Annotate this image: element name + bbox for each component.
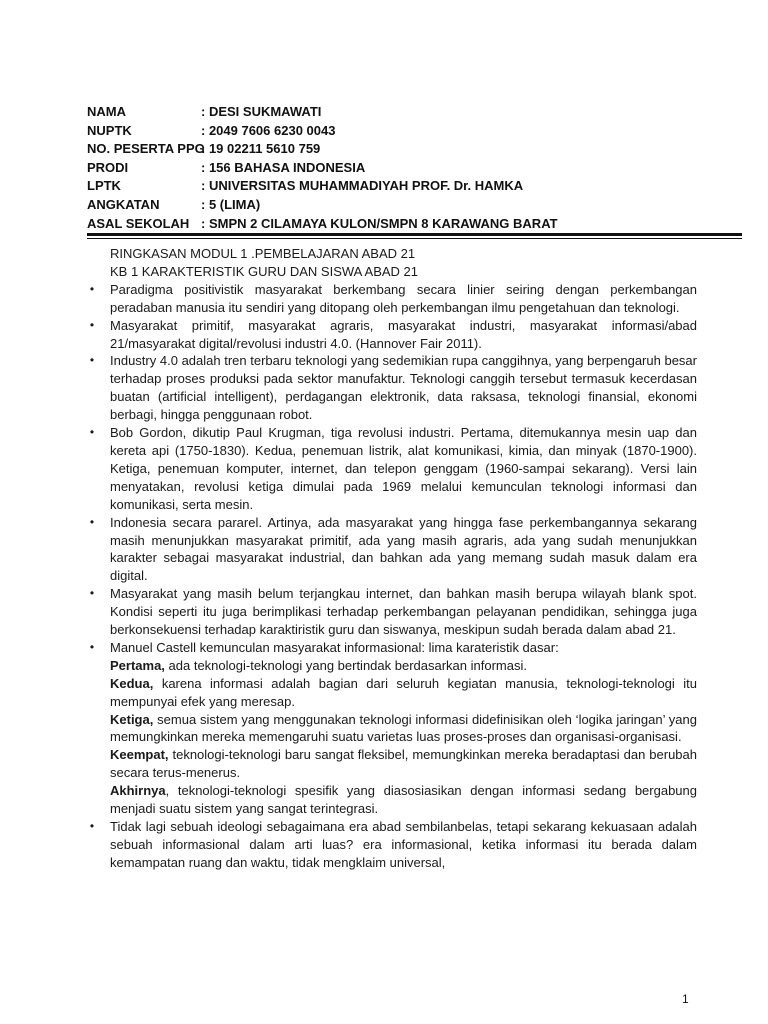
castell-item-lead: Kedua, <box>110 675 154 691</box>
summary-body <box>89 245 697 872</box>
castell-item-text: teknologi-teknologi baru sangat fleksibel, memungkinkan mereka beradaptasi dan berubah secara terus-menerus. <box>110 747 697 781</box>
castell-item-text: ada teknologi-teknologi yang bertindak berdasarkan informasi. <box>164 657 527 673</box>
castell-item-akhirnya <box>110 782 697 818</box>
header-label: ASAL SEKOLAH <box>87 215 190 231</box>
header-label: PRODI <box>87 159 129 175</box>
header-divider-thick <box>87 233 742 236</box>
header-value: : 19 02211 5610 759 <box>201 141 321 157</box>
bullet-icon: • <box>89 819 95 833</box>
header-value: : UNIVERSITAS MUHAMMADIYAH PROF. Dr. HAMKA <box>201 178 524 194</box>
castell-item-lead: Ketiga, <box>110 711 154 727</box>
page-number: 1 <box>682 992 689 1006</box>
castell-heading: Manuel Castell kemunculan masyarakat informasional: lima karateristik dasar: <box>110 639 559 655</box>
list-item-castell <box>89 639 697 818</box>
castell-item-text: semua sistem yang menggunakan teknologi informasi didefinisikan oleh ‘logika jaringan’ yang memungkinkan mereka memengaruhi suatu varietas luas proses-proses dan organisasi-organisasi. <box>110 711 697 745</box>
header-value: : SMPN 2 CILAMAYA KULON/SMPN 8 KARAWANG BARAT <box>201 215 558 231</box>
header-label: NAMA <box>87 104 126 119</box>
bullet-icon: • <box>89 514 95 529</box>
header-value: : 156 BAHASA INDONESIA <box>201 159 366 175</box>
castell-item-ketiga <box>110 711 697 747</box>
list-item-text: Tidak lagi sebuah ideologi sebagaimana era abad sembilanbelas, tetapi sekarang kekuasaan adalah sebuah informasional dalam arti luas? era informasional, ketika informasi itu berada dalam kemampatan ruang dan waktu, tidak mengklaim universal, <box>110 819 697 870</box>
section-title: KB 1 KARAKTERISTIK GURU DAN SISWA ABAD 21 <box>110 263 418 279</box>
list-item <box>89 514 697 586</box>
header-label: ANGKATAN <box>87 196 160 212</box>
list-item-text: Indonesia secara pararel. Artinya, ada masyarakat yang hingga fase perkembangannya sekarang masih menunjukkan masyarakat primitif, ada yang masih agraris, ada yang sudah menunjukkan karakter sebagai masyarakat industrial, dan bahkan ada yang memang sudah masuk dalam era digital. <box>110 514 697 584</box>
castell-item-text: , teknologi-teknologi spesifik yang diasosiasikan dengan informasi sedang bergabung menjadi suatu sistem yang sangat terintegrasi. <box>110 783 697 817</box>
list-item <box>89 317 697 353</box>
header-label: LPTK <box>87 178 121 194</box>
header-row-nuptk <box>87 122 747 141</box>
list-item <box>89 352 697 424</box>
header-value: : 5 (LIMA) <box>201 196 261 212</box>
identity-header <box>87 103 747 233</box>
castell-item-lead: Keempat, <box>110 747 169 763</box>
header-row-nama <box>87 103 747 122</box>
castell-item-text: karena informasi adalah bagian dari seluruh kegiatan manusia, teknologi-teknologi itu mempunyai efek yang meresap. <box>110 675 697 709</box>
castell-item-pertama <box>110 657 697 675</box>
header-row-peserta <box>87 140 747 159</box>
list-item <box>89 818 697 872</box>
module-title: RINGKASAN MODUL 1 .PEMBELAJARAN ABAD 21 <box>110 246 416 261</box>
list-item <box>89 585 697 639</box>
header-label: NUPTK <box>87 122 132 138</box>
bullet-list <box>89 281 697 872</box>
header-value: : 2049 7606 6230 0043 <box>201 122 336 138</box>
list-item <box>89 281 697 317</box>
bullet-icon: • <box>89 281 95 296</box>
list-item-text: Masyarakat primitif, masyarakat agraris, masyarakat industri, masyarakat informasi/abad 21/masyarakat digital/revolusi industri 4.0. (Hannover Fair 2011). <box>110 317 697 351</box>
header-row-prodi <box>87 159 747 178</box>
header-label: NO. PESERTA PPG <box>87 141 205 157</box>
header-row-asal-sekolah <box>87 215 747 234</box>
list-item <box>89 424 697 514</box>
bullet-icon: • <box>89 317 95 332</box>
list-item-text: Industry 4.0 adalah tren terbaru teknologi yang sedemikian rupa canggihnya, yang berpengaruh besar terhadap proses produksi pada sektor manufaktur. Teknologi canggih tersebut termasuk kecerdasan buatan (artificial intelligent), perdagangan elektronik, data raksasa, teknologi finansial, ekonomi berbagi, hingga penggunaan robot. <box>110 353 697 423</box>
castell-item-lead: Pertama, <box>110 657 165 673</box>
header-value: : DESI SUKMAWATI <box>201 104 322 119</box>
header-row-lptk <box>87 177 747 196</box>
castell-item-keempat <box>110 746 697 782</box>
list-item-text: Paradigma positivistik masyarakat berkembang secara linier seiring dengan perkembangan peradaban manusia itu sendiri yang ditopang oleh perkembangan ilmu pengetahuan dan teknologi. <box>110 281 697 315</box>
list-item-text: Masyarakat yang masih belum terjangkau internet, dan bahkan masih berupa wilayah blank spot. Kondisi seperti itu juga berimplikasi terhadap perkembangan pelayanan pendidikan, sehingga juga berkonsekuensi terhadap karaktiristik guru dan siswanya, meskipun sudah berada dalam abad 21. <box>110 586 697 638</box>
bullet-icon: • <box>89 586 95 601</box>
bullet-icon: • <box>89 425 95 440</box>
bullet-icon: • <box>89 639 95 654</box>
bullet-icon: • <box>89 353 95 368</box>
list-item-text: Bob Gordon, dikutip Paul Krugman, tiga revolusi industri. Pertama, ditemukannya mesin uap dan kereta api (1750-1830). Kedua, penemuan listrik, alat komunikasi, kimia, dan minyak (1870-1900). Ketiga, penemuan komputer, internet, dan telepon genggam (1960-sampai sekarang). Versi lain menyatakan, revolusi ketiga dimulai pada 1969 melalui kemunculan teknologi informasi dan komunikasi, serta mesin. <box>110 425 697 512</box>
header-divider-thin <box>87 238 742 239</box>
header-row-angkatan <box>87 196 747 215</box>
castell-item-kedua <box>110 675 697 711</box>
castell-item-lead: Akhirnya <box>110 783 166 799</box>
